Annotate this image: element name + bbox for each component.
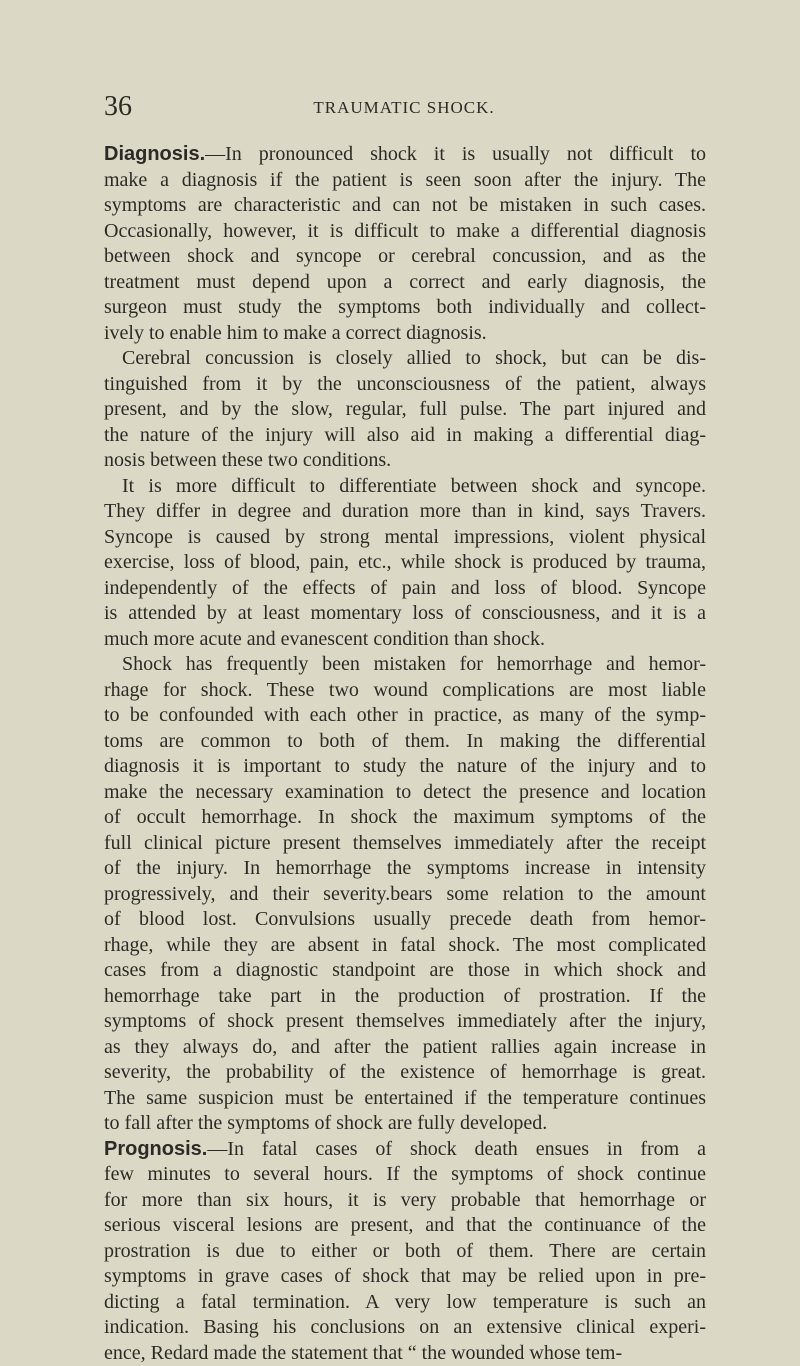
text-line: [104, 397, 706, 423]
text-line: [104, 856, 706, 882]
line-text: of blood lost. Convulsions usually precede death from hemor-: [104, 908, 706, 930]
line-text: for more than six hours, it is very probable that hemorrhage or: [104, 1189, 706, 1211]
line-text: cases from a diagnostic standpoint are those in which shock and: [104, 959, 706, 981]
text-line: [104, 1341, 706, 1366]
text-line: [104, 1137, 706, 1163]
line-text: toms are common to both of them. In making the differential: [104, 730, 706, 752]
line-text: few minutes to several hours. If the symptoms of shock continue: [104, 1163, 706, 1185]
line-text: make a diagnosis if the patient is seen soon after the injury. The: [104, 169, 706, 191]
text-line: [104, 882, 706, 908]
line-text: progressively, and their severity.bears some relation to the amount: [104, 883, 706, 905]
text-line: [104, 550, 706, 576]
line-text: full clinical picture present themselves immediately after the receipt: [104, 832, 706, 854]
line-text: diagnosis it is important to study the nature of the injury and to: [104, 755, 706, 777]
line-text: indication. Basing his conclusions on an extensive clinical experi-: [104, 1316, 706, 1338]
line-text: symptoms of shock present themselves immediately after the injury,: [104, 1010, 706, 1032]
text-line: [104, 652, 706, 678]
line-text: of the injury. In hemorrhage the symptoms increase in intensity: [104, 857, 706, 879]
line-text: to be confounded with each other in practice, as many of the symp-: [104, 704, 706, 726]
text-line: [104, 984, 706, 1010]
section-heading: Prognosis.: [104, 1138, 207, 1160]
text-line: [104, 1060, 706, 1086]
line-text: The same suspicion must be entertained if the temperature continues: [104, 1087, 706, 1109]
line-text: of occult hemorrhage. In shock the maximum symptoms of the: [104, 806, 706, 828]
line-text: treatment must depend upon a correct and early diagnosis, the: [104, 271, 706, 293]
text-line: [104, 1264, 706, 1290]
text-line: [104, 346, 706, 372]
text-line: [104, 372, 706, 398]
text-line: [104, 754, 706, 780]
text-line: [104, 958, 706, 984]
line-text: Occasionally, however, it is difficult to make a differential diagnosis: [104, 220, 706, 242]
text-line: [104, 295, 706, 321]
line-text: serious visceral lesions are present, and that the continuance of the: [104, 1214, 706, 1236]
text-line: [104, 601, 706, 627]
line-text: as they always do, and after the patient rallies again increase in: [104, 1036, 706, 1058]
page-number: 36: [104, 92, 132, 122]
text-line: [104, 193, 706, 219]
text-line: [104, 168, 706, 194]
text-line: [104, 933, 706, 959]
section-heading: Diagnosis.: [104, 143, 205, 165]
line-text: —In fatal cases of shock death ensues in from a: [207, 1138, 706, 1160]
line-text: between shock and syncope or cerebral concussion, and as the: [104, 245, 706, 267]
line-text: is attended by at least momentary loss of consciousness, and it is a: [104, 602, 706, 624]
text-line: [104, 219, 706, 245]
body-text: [104, 142, 706, 1366]
text-line: [104, 627, 706, 653]
line-text: prostration is due to either or both of them. There are certain: [104, 1240, 706, 1262]
text-line: [104, 907, 706, 933]
text-line: [104, 474, 706, 500]
line-text: symptoms are characteristic and can not be mistaken in such cases.: [104, 194, 706, 216]
line-text: They differ in degree and duration more than in kind, says Travers.: [104, 500, 706, 522]
line-text: much more acute and evanescent condition than shock.: [104, 628, 545, 650]
line-text: symptoms in grave cases of shock that may be relied upon in pre-: [104, 1265, 706, 1287]
text-line: [104, 1162, 706, 1188]
text-line: [104, 270, 706, 296]
line-text: tinguished from it by the unconsciousness of the patient, always: [104, 373, 706, 395]
line-text: Cerebral concussion is closely allied to shock, but can be dis-: [122, 347, 706, 369]
text-line: [104, 576, 706, 602]
line-text: independently of the effects of pain and loss of blood. Syncope: [104, 577, 706, 599]
text-line: [104, 703, 706, 729]
line-text: Syncope is caused by strong mental impressions, violent physical: [104, 526, 706, 548]
line-text: rhage, while they are absent in fatal shock. The most complicated: [104, 934, 706, 956]
line-text: exercise, loss of blood, pain, etc., while shock is produced by trauma,: [104, 551, 706, 573]
text-line: [104, 729, 706, 755]
text-line: [104, 1086, 706, 1112]
text-line: [104, 1290, 706, 1316]
text-line: [104, 525, 706, 551]
text-line: [104, 142, 706, 168]
line-text: rhage for shock. These two wound complications are most liable: [104, 679, 706, 701]
line-text: Shock has frequently been mistaken for hemorrhage and hemor-: [122, 653, 706, 675]
text-line: [104, 1035, 706, 1061]
line-text: It is more difficult to differentiate between shock and syncope.: [122, 475, 706, 497]
text-line: [104, 1239, 706, 1265]
text-line: [104, 321, 706, 347]
line-text: ence, Redard made the statement that “ the wounded whose tem-: [104, 1342, 622, 1364]
text-line: [104, 499, 706, 525]
text-line: [104, 1315, 706, 1341]
line-text: ively to enable him to make a correct diagnosis.: [104, 322, 487, 344]
line-text: the nature of the injury will also aid in making a differential diag-: [104, 424, 706, 446]
running-head: [104, 92, 704, 122]
text-line: [104, 678, 706, 704]
text-line: [104, 1213, 706, 1239]
text-line: [104, 805, 706, 831]
line-text: hemorrhage take part in the production of prostration. If the: [104, 985, 706, 1007]
text-line: [104, 448, 706, 474]
line-text: to fall after the symptoms of shock are fully developed.: [104, 1112, 547, 1134]
text-line: [104, 244, 706, 270]
text-line: [104, 1188, 706, 1214]
text-line: [104, 780, 706, 806]
line-text: nosis between these two conditions.: [104, 449, 391, 471]
text-line: [104, 423, 706, 449]
running-title: TRAUMATIC SHOCK.: [104, 97, 704, 119]
text-line: [104, 1111, 706, 1137]
text-line: [104, 1009, 706, 1035]
line-text: surgeon must study the symptoms both individually and collect-: [104, 296, 706, 318]
text-line: [104, 831, 706, 857]
line-text: present, and by the slow, regular, full pulse. The part injured and: [104, 398, 706, 420]
line-text: —In pronounced shock it is usually not difficult to: [205, 143, 706, 165]
line-text: severity, the probability of the existence of hemorrhage is great.: [104, 1061, 706, 1083]
line-text: dicting a fatal termination. A very low temperature is such an: [104, 1291, 706, 1313]
line-text: make the necessary examination to detect the presence and location: [104, 781, 706, 803]
